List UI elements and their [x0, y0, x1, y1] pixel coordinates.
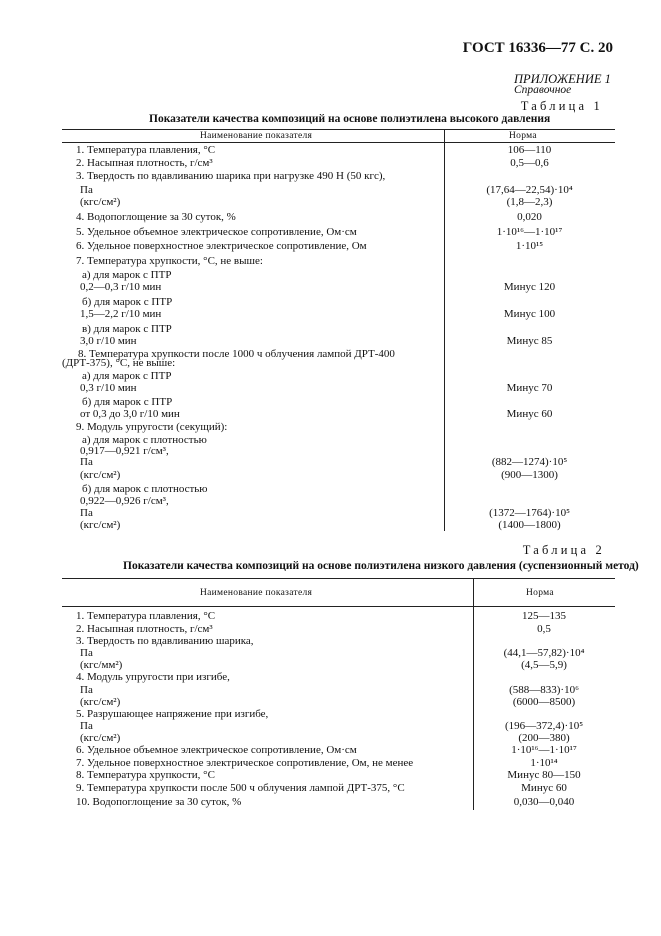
table2-row-name: 1. Температура плавления, °С: [76, 610, 216, 622]
table2-row-name: 5. Разрушающее напряжение при изгибе,: [76, 708, 269, 720]
table2-number: Таблица 2: [522, 543, 605, 557]
table1-row-name: б) для марок с плотностью: [82, 483, 208, 495]
table2-row-norm: (196—372,4)·10⁵: [504, 720, 584, 732]
table1-row-name: 8. Температура хрупкости после 1000 ч облучения лампой ДРТ-400: [78, 348, 395, 360]
table1-row-name: (кгс/см²): [80, 196, 121, 208]
table1-row-norm: (17,64—22,54)·10⁴: [486, 184, 573, 196]
table2-row-name: 10. Водопоглощение за 30 суток, %: [76, 796, 242, 808]
table2-row-name: 4. Модуль упругости при изгибе,: [76, 671, 230, 683]
table1-row-name: (кгс/см²): [80, 519, 121, 531]
table2-row-name: 3. Твердость по вдавливанию шарика,: [76, 635, 254, 647]
table1-row-name: от 0,3 до 3,0 г/10 мин: [80, 408, 180, 420]
table2-title: Показатели качества композиций на основе полиэтилена низкого давления (суспензионный метод): [123, 560, 639, 572]
table2-row-norm: 125—135: [522, 610, 566, 622]
table2-row-name: 9. Температура хрупкости после 500 ч облучения лампой ДРТ-375, °С: [76, 782, 405, 794]
table1-row-norm: (1400—1800): [498, 519, 561, 531]
table1-col-norm: Норма: [509, 131, 537, 141]
table2-row-name: Па: [80, 647, 93, 659]
table1-row-name: Па: [80, 184, 93, 196]
table2-row-name: (кгс/см²): [80, 696, 121, 708]
table1-title: Показатели качества композиций на основе полиэтилена высокого давления: [149, 113, 551, 125]
table1-row-norm: Минус 60: [506, 408, 553, 420]
table1-row-norm: 0,020: [517, 211, 542, 223]
table1-row-name: 3. Твердость по вдавливанию шарика при нагрузке 490 Н (50 кгс),: [76, 170, 386, 182]
table1-row-name: 0,2—0,3 г/10 мин: [80, 281, 162, 293]
table1-row-norm: 1·10¹⁵: [515, 240, 544, 252]
table1-row-name: 6. Удельное поверхностное электрическое сопротивление, Ом: [76, 240, 367, 252]
table2-row-name: Па: [80, 684, 93, 696]
table2-top-rule: [62, 578, 615, 579]
table2-row-name: 2. Насыпная плотность, г/см³: [76, 623, 213, 635]
table1-row-name: б) для марок с ПТР: [82, 396, 173, 408]
table1-row-norm: Минус 120: [503, 281, 556, 293]
table1-row-name: 4. Водопоглощение за 30 суток, %: [76, 211, 236, 223]
table2-row-norm: 0,5: [537, 623, 551, 635]
table2-row-norm: (44,1—57,82)·10⁴: [503, 647, 585, 659]
table2-row-name: 8. Температура хрупкости, °С: [76, 769, 215, 781]
table2-row-norm: (200—380): [518, 732, 570, 744]
table1-row-norm: Минус 85: [506, 335, 553, 347]
table1-row-name: (ДРТ-375), °С, не выше:: [62, 357, 176, 369]
table1-row-name: 0,3 г/10 мин: [80, 382, 137, 394]
table2-row-norm: (4,5—5,9): [521, 659, 567, 671]
table1-top-rule: [62, 129, 615, 130]
table2-row-name: 7. Удельное поверхностное электрическое сопротивление, Ом, не менее: [76, 757, 414, 769]
table1-row-name: 0,922—0,926 г/см³,: [80, 495, 169, 507]
table1-row-name: б) для марок с ПТР: [82, 296, 173, 308]
table1-row-norm: 1·10¹⁶—1·10¹⁷: [496, 226, 563, 238]
table1-row-norm: 106—110: [507, 144, 552, 156]
table2-row-norm: 1·10¹⁶—1·10¹⁷: [511, 744, 577, 756]
table1-row-norm: (900—1300): [501, 469, 558, 481]
table1-row-name: 5. Удельное объемное электрическое сопротивление, Ом·см: [76, 226, 357, 238]
table2-row-name: (кгс/см²): [80, 732, 121, 744]
table2-row-norm: (6000—8500): [512, 696, 576, 708]
appendix-title: ПРИЛОЖЕНИЕ 1: [514, 72, 611, 86]
table2-row-norm: (588—833)·10⁶: [509, 684, 579, 696]
page-header: ГОСТ 16336—77 С. 20: [462, 40, 613, 56]
table1-row-name: Па: [80, 456, 93, 468]
table2-row-name: Па: [80, 720, 93, 732]
table1-row-name: 9. Модуль упругости (секущий):: [76, 421, 228, 433]
table1-row-norm: (1372—1764)·10⁵: [489, 507, 570, 519]
table1-row-name: (кгс/см²): [80, 469, 121, 481]
table2-row-norm: 0,030—0,040: [513, 796, 575, 808]
table1-number: Таблица 1: [520, 99, 603, 113]
table1-col-name: Наименование показателя: [200, 131, 313, 141]
table1-row-name: 0,917—0,921 г/см³,: [80, 445, 169, 457]
table1-row-norm: Минус 100: [503, 308, 556, 320]
table1-row-name: Па: [80, 507, 93, 519]
table2-row-norm: Минус 80—150: [507, 769, 581, 781]
table1-row-name: а) для марок с ПТР: [82, 269, 172, 281]
table1-row-norm: Минус 70: [506, 382, 553, 394]
table2-col-name: Наименование показателя: [200, 588, 313, 598]
table2-row-name: (кгс/мм²): [80, 659, 123, 671]
table2-row-norm: 1·10¹⁴: [530, 757, 558, 769]
table1-row-norm: (882—1274)·10⁵: [491, 456, 568, 468]
table1-row-name: а) для марок с плотностью: [82, 434, 207, 446]
table2-col-norm: Норма: [526, 588, 554, 598]
table2-row-name: 6. Удельное объемное электрическое сопротивление, Ом·см: [76, 744, 357, 756]
table2-row-norm: Минус 60: [521, 782, 567, 794]
table1-row-name: 3,0 г/10 мин: [80, 335, 137, 347]
table1-row-name: в) для марок с ПТР: [82, 323, 172, 335]
table1-row-norm: (1,8—2,3): [506, 196, 553, 208]
appendix-subtitle: Справочное: [514, 84, 572, 96]
table1-header-rule: [62, 142, 615, 143]
table1-row-name: 1. Температура плавления, °С: [76, 144, 216, 156]
table1-row-name: 2. Насыпная плотность, г/см³: [76, 157, 213, 169]
table1-row-name: а) для марок с ПТР: [82, 370, 172, 382]
table2-header-rule: [62, 606, 615, 607]
table1-row-norm: 0,5—0,6: [510, 157, 549, 169]
table1-row-name: 7. Температура хрупкости, °С, не выше:: [76, 255, 263, 267]
table1-row-name: 1,5—2,2 г/10 мин: [80, 308, 162, 320]
